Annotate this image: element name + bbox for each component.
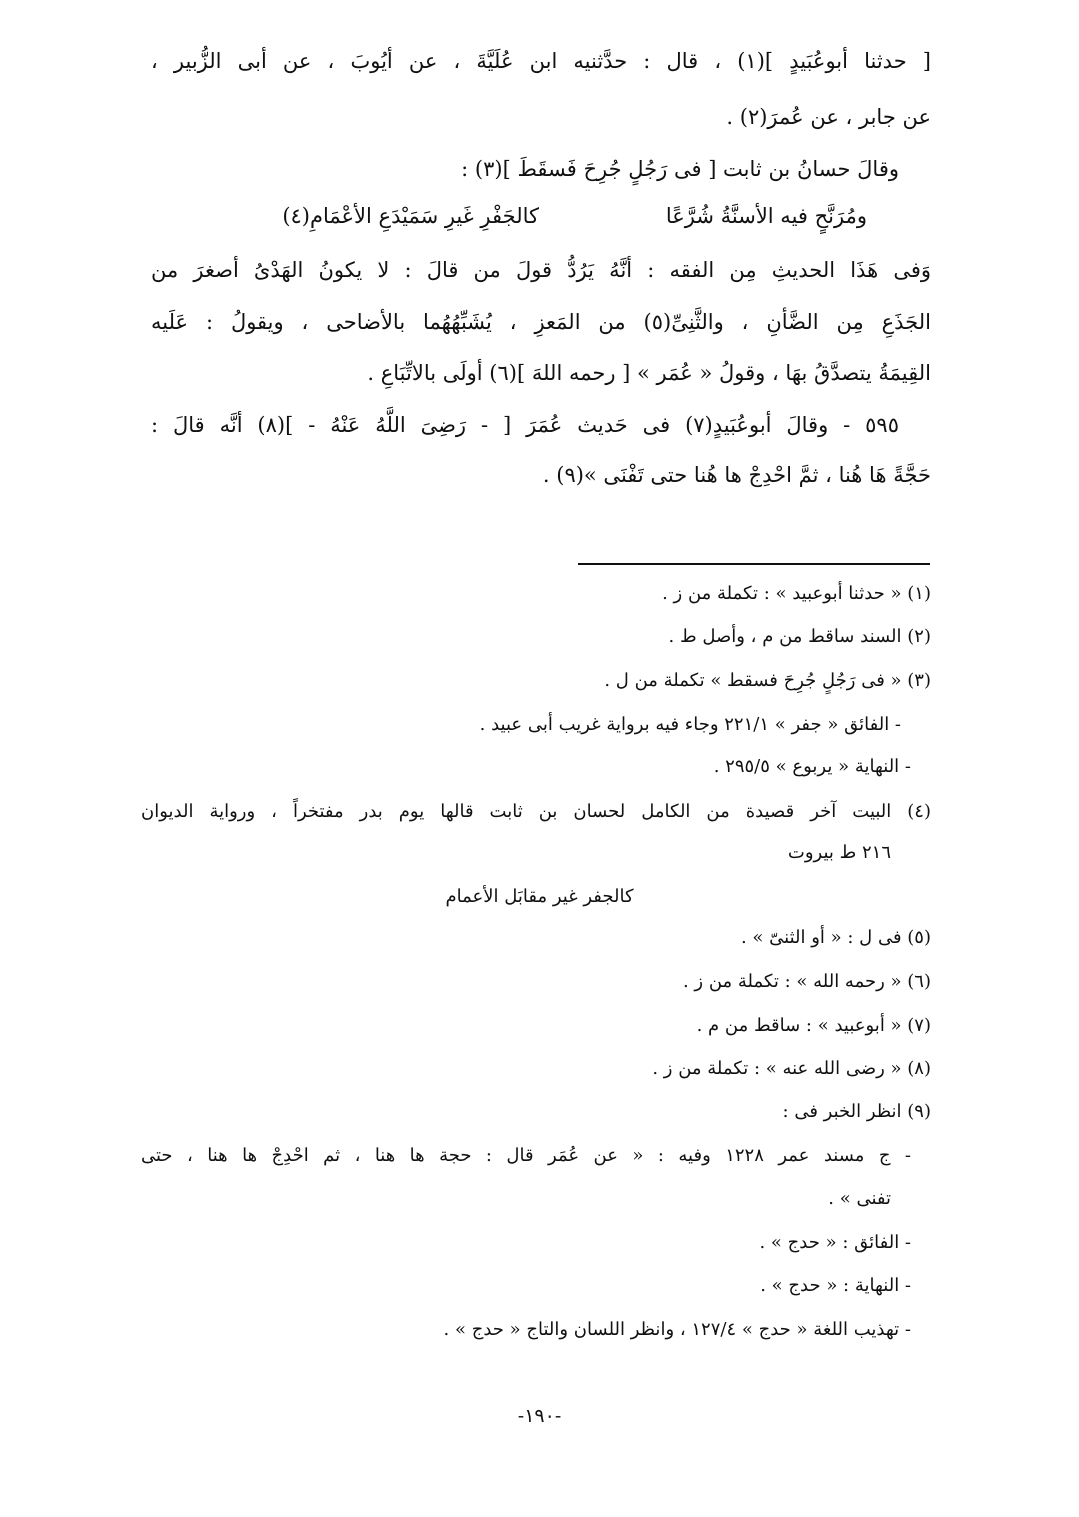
verse-first-hemistich: ومُرَنَّحٍ فيه الأسنَّةُ شُرَّعًا [665,204,867,228]
footnote-6: (٦) « رحمه الله » : تكملة من ز . [682,971,931,992]
main-text-line-4: وَفى هَذَا الحديثِ مِن الفقه : أنَّهُ يَرُدُّ قولَ من قالَ : لا يكونُ الهَدْىُ أصغرَ من [151,258,931,282]
footnote-7: (٧) « أبوعبيد » : ساقط من م . [696,1015,931,1036]
footnote-1: (١) « حدثنا أبوعبيد » : تكملة من ز . [662,583,931,604]
footnote-9-sub-4: - تهذيب اللغة « حدج » ١٢٧/٤ ، وانظر اللسان والتاج « حدج » . [443,1319,911,1340]
main-text-line-6: القِيمَةُ يتصدَّقُ بهَا ، وقولُ « عُمَر » [ رحمه اللهَ ](٦) أولَى بالاتِّبَاعِ . [367,361,931,385]
footnote-4: (٤) البيت آخر قصيدة من الكامل لحسان بن ثابت قالها يوم بدر مفتخراً ، ورواية الديوان [141,801,931,822]
main-text-line-1: [ حدثنا أبوعُبَيدٍ ](١) ، قال : حدَّثنيه ابن عُلَيَّةَ ، عن أيُوبَ ، عن أبى الزُّبير ، [151,49,931,73]
main-text-line-3: وقالَ حسانُ بن ثابت [ فى رَجُلٍ جُرِحَ فَسقَطَ ](٣) : [461,157,899,181]
footnote-separator [578,563,930,565]
footnote-5: (٥) فى ل : « أو الثنىّ » . [740,927,931,948]
main-text-line-8: حَجَّةً هَا هُنا ، ثمَّ احْدِجْ ها هُنا حتى تَفْنَى »(٩) . [542,463,931,487]
footnote-3-sub-1: - الفائق « جفر » ٢٢١/١ وجاء فيه برواية غريب أبى عبيد . [479,714,901,735]
footnote-9-sub-1-cont: تفنى » . [828,1188,891,1209]
footnote-4-cont: ٢١٦ ط بيروت [787,842,891,863]
footnote-8: (٨) « رضى الله عنه » : تكملة من ز . [652,1058,931,1079]
main-text-line-7: ٥٩٥ - وقالَ أبوعُبَيدٍ(٧) فى حَديث عُمَرَ [ - رَضِىَ اللَّهُ عَنْهُ - ](٨) أنَّه قالَ : [151,413,899,437]
verse-second-hemistich: كالجَفْرِ غَيرِ سَمَيْدَعِ الأعْمَامِ(٤) [282,204,539,228]
footnote-4-quoted-verse: كالجفر غير مقابَل الأعمام [445,886,634,907]
main-text-line-2: عن جابر ، عن عُمرَ(٢) . [726,105,931,129]
footnote-3: (٣) « فى رَجُلٍ جُرِحَ فسقط » تكملة من ل . [604,670,931,691]
main-text-line-5: الجَذَعِ مِن الضَّأنِ ، والثَّنِىِّ(٥) من المَعزِ ، يُشَبِّهُهُما بالأضاحى ، ويقولُ : عَلَيه [151,310,931,334]
footnote-9-sub-2: - الفائق : « حدج » . [759,1232,911,1253]
footnote-9-sub-3: - النهاية : « حدج » . [760,1275,911,1296]
footnote-9: (٩) انظر الخبر فى : [782,1101,931,1122]
footnote-3-sub-2: - النهاية « يربوع » ٢٩٥/٥ . [713,756,911,777]
footnote-9-sub-1: - ج مسند عمر ١٢٢٨ وفيه : « عن عُمَر قال : حجة ها هنا ، ثم احْدِجْ ها هنا ، حتى [141,1145,911,1166]
footnote-2: (٢) السند ساقط من م ، وأصل ط . [668,626,931,647]
page-number: -١٩٠- [517,1405,562,1427]
